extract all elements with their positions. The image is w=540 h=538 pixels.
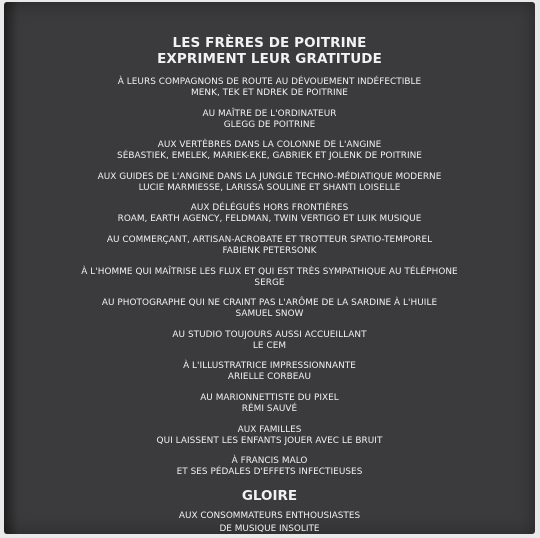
thanks-recipients: GLEGG DE POITRINE [223, 119, 316, 130]
thanks-recipients: ROAM, EARTH AGENCY, FELDMAN, TWIN VERTIGO ET LUIK MUSIQUE [117, 214, 422, 225]
thanks-list [4, 77, 535, 478]
thanks-entry [4, 77, 535, 99]
thanks-recipients: SAMUEL SNOW [235, 309, 304, 320]
thanks-dedication: À L'ILLUSTRATRICE IMPRESSIONNANTE [183, 361, 356, 372]
thanks-entry [4, 267, 535, 289]
thanks-entry [4, 298, 535, 320]
thanks-recipients: ARIELLE CORBEAU [227, 372, 312, 383]
closing-line-2: DE MUSIQUE INSOLITE [219, 523, 320, 534]
thanks-recipients: QUI LAISSENT LES ENFANTS JOUER AVEC LE BRUIT [156, 435, 383, 446]
booklet-page [4, 2, 535, 534]
page-title [4, 35, 535, 67]
thanks-entry [4, 172, 535, 194]
thanks-entry [4, 203, 535, 225]
thanks-dedication: AUX DÉLÉGUÉS HORS FRONTIÈRES [190, 203, 349, 214]
thanks-entry [4, 425, 535, 447]
thanks-dedication: AUX GUIDES DE L'ANGINE DANS LA JUNGLE TECHNO-MÉDIATIQUE MODERNE [97, 171, 442, 182]
thanks-dedication: AU STUDIO TOUJOURS AUSSI ACCUEILLANT [172, 329, 367, 340]
thanks-dedication: AUX FAMILLES [237, 424, 302, 435]
thanks-entry [4, 140, 535, 162]
thanks-dedication: AU COMMERÇANT, ARTISAN-ACROBATE ET TROTTEUR SPATIO-TEMPOREL [106, 234, 433, 245]
thanks-dedication: À L'HOMME QUI MAÎTRISE LES FLUX ET QUI EST TRÈS SYMPATHIQUE AU TÉLÉPHONE [81, 266, 458, 277]
thanks-recipients: FABIENK PETERSONK [222, 245, 317, 256]
title-line-1: LES FRÈRES DE POITRINE [172, 35, 367, 51]
thanks-dedication: AU MARIONNETTISTE DU PIXEL [200, 392, 339, 403]
thanks-entry [4, 361, 535, 383]
thanks-recipients: SÉBASTIEK, EMELEK, MARIEK-EKE, GABRIEK ET JOLENK DE POITRINE [117, 151, 422, 162]
thanks-entry [4, 109, 535, 131]
thanks-recipients: LE CEM [252, 340, 287, 351]
thanks-dedication: AU PHOTOGRAPHE QUI NE CRAINT PAS L'ARÔME DE LA SARDINE À L'HUILE [101, 298, 438, 309]
credits-content [4, 35, 535, 534]
thanks-recipients: RÉMI SAUVÉ [241, 403, 298, 414]
title-line-2: EXPRIMENT LEUR GRATITUDE [157, 51, 382, 67]
closing-line-1: AUX CONSOMMATEURS ENTHOUSIASTES [178, 510, 361, 521]
thanks-recipients: LUCIE MARMIESSE, LARISSA SOULINE ET SHANTI LOISELLE [138, 182, 401, 193]
thanks-dedication: AUX VERTÈBRES DANS LA COLONNE DE L'ANGINE [157, 140, 382, 151]
thanks-recipients: SERGE [254, 277, 285, 288]
thanks-dedication: À LEURS COMPAGNONS DE ROUTE AU DÉVOUEMENT INDÉFECTIBLE [117, 77, 422, 87]
thanks-dedication: À FRANCIS MALO [231, 456, 308, 467]
thanks-recipients: MENK, TEK ET NDREK DE POITRINE [191, 88, 348, 98]
thanks-recipients: ET SES PÉDALES D'EFFETS INFECTIEUSES [176, 467, 363, 478]
thanks-dedication: AU MAÎTRE DE L'ORDINATEUR [202, 108, 337, 119]
thanks-entry [4, 330, 535, 352]
thanks-entry [4, 235, 535, 257]
gloire-heading: GLOIRE [241, 487, 298, 504]
closing-dedication [4, 510, 535, 534]
thanks-entry [4, 456, 535, 478]
thanks-entry [4, 393, 535, 415]
